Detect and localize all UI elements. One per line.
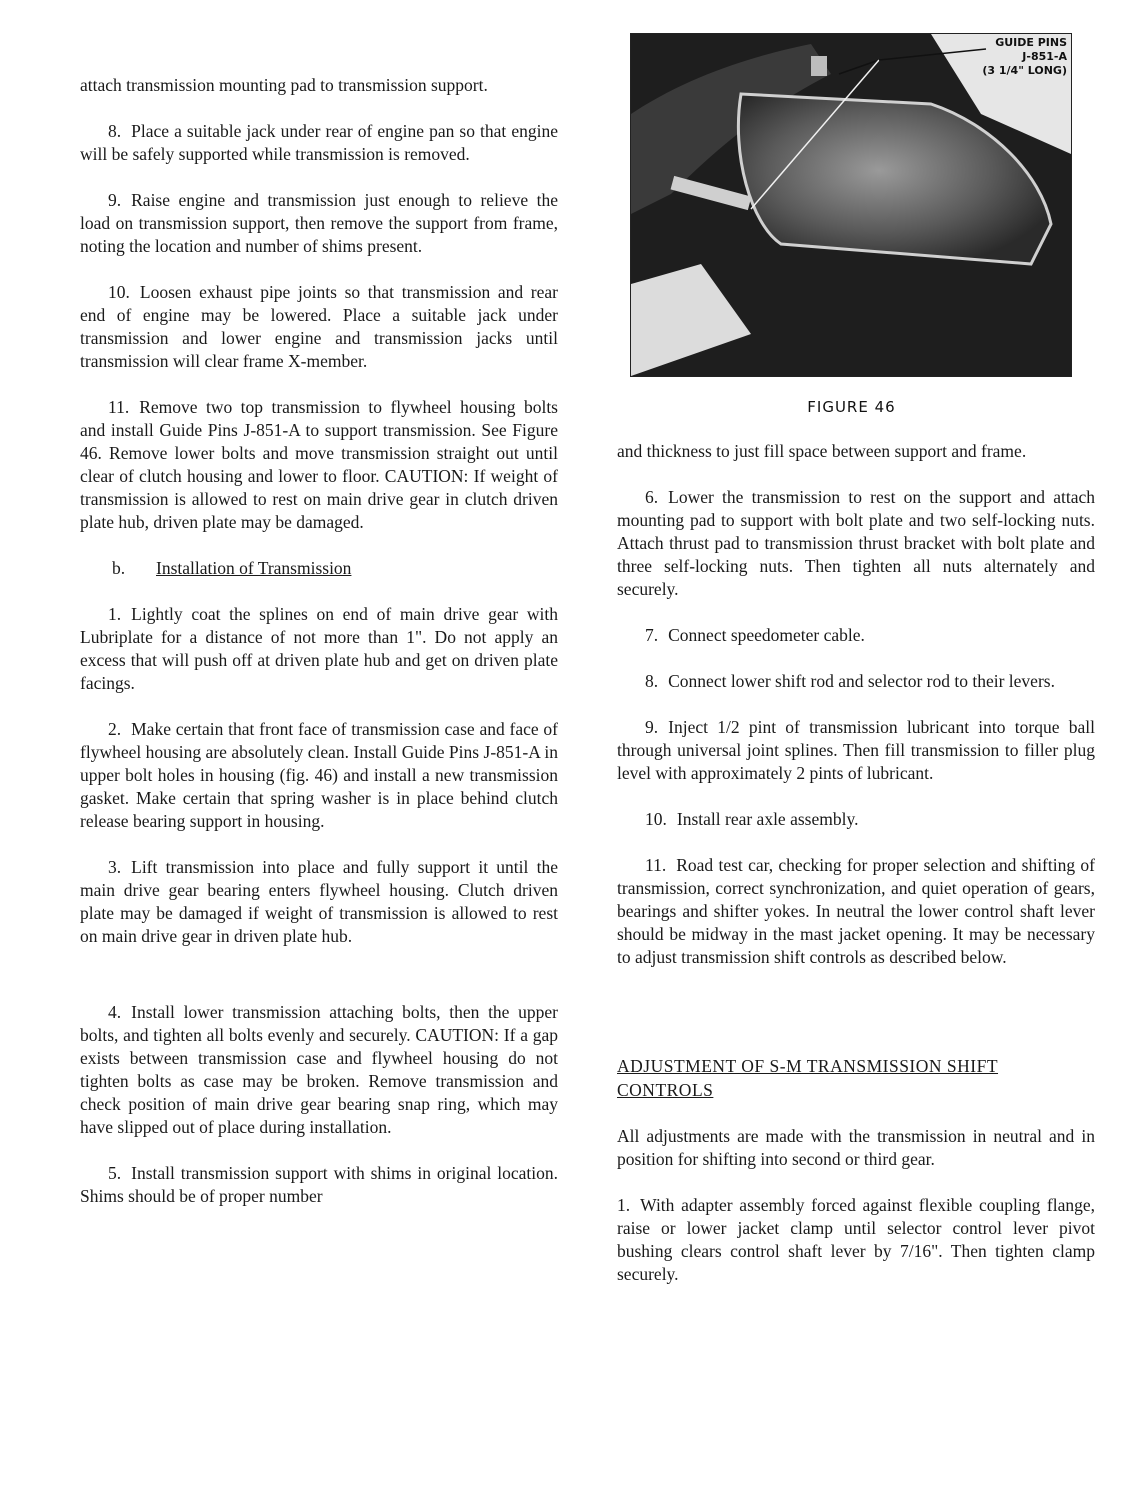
step-number: 1. (108, 604, 122, 624)
installation-step-11 (617, 854, 1095, 969)
step-text: Lift transmission into place and fully support it until the main drive gear bearing enters flywheel housing. Clutch driven plate may be damaged if weight of transmission is allowed to rest on main drive gear in driven plate hub. (80, 857, 558, 946)
figure-caption: FIGURE 46 (807, 398, 896, 416)
step-number: 5. (108, 1163, 122, 1183)
step-number: 2. (108, 719, 122, 739)
installation-step-3 (80, 856, 558, 948)
installation-step-9 (617, 716, 1095, 785)
step-number: 8. (645, 671, 659, 691)
step-text: Lightly coat the splines on end of main drive gear with Lubriplate for a distance of not more than 1". Do not apply an excess that will push off at driven plate hub and get on driven plate facings. (80, 604, 558, 693)
step-text: Install rear axle assembly. (676, 809, 859, 829)
callout-line-3: (3 1/4" LONG) (982, 64, 1067, 77)
adjustment-intro: All adjustments are made with the transmission in neutral and in position for shifting into second or third gear. (617, 1126, 1095, 1169)
step-number: 4. (108, 1002, 122, 1022)
removal-step-8 (80, 120, 558, 166)
step-number: 1. (617, 1195, 631, 1215)
step-text: Remove two top transmission to flywheel housing bolts and install Guide Pins J-851-A to support transmission. See Figure 46. Remove lower bolts and move transmission straight out until clear of clutch housing and lower to floor. CAUTION: If weight of transmission is allowed to rest on main drive gear in clutch driven plate hub, driven plate may be damaged. (80, 397, 558, 532)
installation-step-1 (80, 603, 558, 695)
step-text: Connect speedometer cable. (668, 625, 865, 645)
removal-step-11 (80, 396, 558, 534)
step-text: Lower the transmission to rest on the support and attach mounting pad to support with bolt plate and two self-locking nuts. Attach thrust pad to transmission thrust bracket with bolt plate and three self-locking nuts. Then tighten all nuts alternately and securely. (617, 487, 1095, 599)
removal-step-10 (80, 281, 558, 373)
installation-step-4 (80, 1001, 558, 1139)
step-number: 9. (108, 190, 122, 210)
figure-46-photo (630, 33, 1072, 377)
continuation-text: and thickness to just fill space between support and frame. (617, 441, 1027, 461)
right-column (617, 440, 1095, 1309)
callout-line-2: J-851-A (1022, 50, 1067, 63)
installation-step-10 (617, 808, 1095, 831)
step-number: 10. (645, 809, 667, 829)
installation-step-8 (617, 670, 1095, 693)
left-column (80, 74, 558, 1231)
subheading-letter: b. (112, 558, 126, 578)
step-text: Connect lower shift rod and selector rod to their levers. (668, 671, 1055, 691)
installation-step-7 (617, 624, 1095, 647)
adjustment-step-1 (617, 1194, 1095, 1286)
step-number: 11. (645, 855, 667, 875)
step-text: Make certain that front face of transmission case and face of flywheel housing are absolutely clean. Install Guide Pins J-851-A in upper bolt holes in housing (fig. 46) and install a new transmission gasket. Make certain that spring washer is in place behind clutch release bearing support in housing. (80, 719, 558, 831)
step-text: With adapter assembly forced against flexible coupling flange, raise or lower jacket clamp until selector control lever pivot bushing clears control shaft lever by 7/16". Then tighten clamp securely. (617, 1195, 1095, 1284)
continuation-text: attach transmission mounting pad to transmission support. (80, 75, 488, 95)
callout-line-1: GUIDE PINS (995, 36, 1067, 49)
step-number: 3. (108, 857, 122, 877)
adjustment-section-heading: ADJUSTMENT OF S-M TRANSMISSION SHIFT CONTROLS (617, 1056, 999, 1100)
step-number: 10. (108, 282, 130, 302)
step-number: 7. (645, 625, 659, 645)
step-text: Install lower transmission attaching bolts, then the upper bolts, and tighten all bolts evenly and securely. CAUTION: If a gap exists between transmission case and flywheel housing do not tighten bolts as case may be broken. Remove transmission and check position of main drive gear bearing snap ring, which may have slipped out of place during installation. (80, 1002, 558, 1137)
step-number: 9. (645, 717, 659, 737)
figure-callout-label (982, 36, 1067, 78)
step-number: 6. (645, 487, 659, 507)
step-number: 8. (108, 121, 122, 141)
installation-step-6 (617, 486, 1095, 601)
step-text: Raise engine and transmission just enough to relieve the load on transmission support, then remove the support from frame, noting the location and number of shims present. (80, 190, 558, 256)
step-text: Road test car, checking for proper selection and shifting of transmission, correct synchronization, and quiet operation of gears, bearings and shifter yokes. In neutral the lower control shaft lever should be midway in the mast jacket opening. It may be necessary to adjust transmission shift controls as described below. (617, 855, 1095, 967)
step-number: 11. (108, 397, 130, 417)
installation-subheading (80, 557, 558, 580)
step-text: Place a suitable jack under rear of engine pan so that engine will be safely supported while transmission is removed. (80, 121, 558, 164)
step-text: Loosen exhaust pipe joints so that transmission and rear end of engine may be lowered. Place a suitable jack under transmission and lower engine and transmission jacks until transmission will clear frame X-member. (80, 282, 558, 371)
transmission-photo-illustration (631, 34, 1071, 376)
installation-step-5 (80, 1162, 558, 1208)
installation-step-2 (80, 718, 558, 833)
step-text: Install transmission support with shims in original location. Shims should be of proper number (80, 1163, 558, 1206)
removal-step-9 (80, 189, 558, 258)
step-text: Inject 1/2 pint of transmission lubricant into torque ball through universal joint splines. Then fill transmission to filler plug level with approximately 2 pints of lubricant. (617, 717, 1095, 783)
subheading-title: Installation of Transmission (156, 558, 352, 578)
